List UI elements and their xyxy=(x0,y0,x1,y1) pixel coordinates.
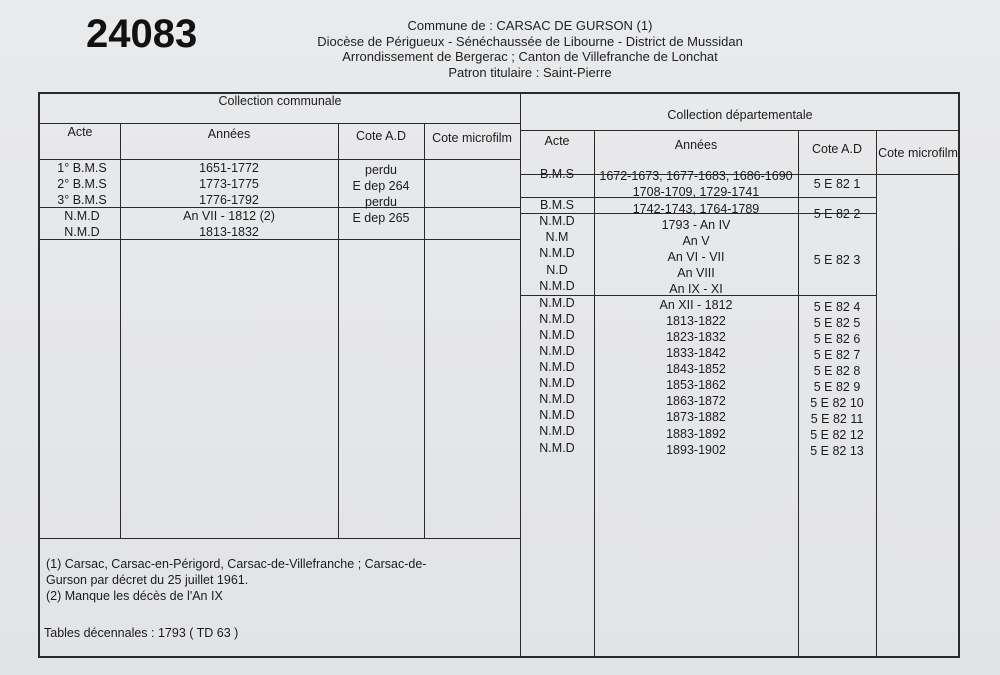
departementale-acte: N.D xyxy=(546,263,568,277)
tables-decennales: Tables décennales : 1793 ( TD 63 ) xyxy=(44,626,239,640)
departementale-acte: B.M.S xyxy=(539,167,575,181)
departementale-annees: 1742-1743, 1764-1789 xyxy=(632,202,760,216)
communale-acte: N.M.D xyxy=(64,209,100,223)
departementale-acte: N.M.D xyxy=(539,246,575,260)
departementale-cote: 5 E 82 8 xyxy=(813,364,861,378)
departementale-acte: N.M.D xyxy=(539,296,575,310)
departementale-acte: B.M.S xyxy=(539,198,575,212)
communale-acte: N.M.D xyxy=(64,225,100,239)
communale-notes-rule xyxy=(40,538,520,539)
departementale-title-rule xyxy=(520,130,960,131)
departementale-cote: 5 E 82 3 xyxy=(813,253,861,267)
departementale-annees: An XII - 1812 xyxy=(659,298,733,312)
communale-cote: E dep 264 xyxy=(352,179,410,193)
departementale-annees: 1813-1822 xyxy=(666,314,726,328)
departementale-header-acte: Acte xyxy=(544,134,570,148)
departementale-cote: 5 E 82 1 xyxy=(813,177,861,191)
communale-header-microfilm: Cote microfilm xyxy=(432,131,512,145)
communale-acte: 1° B.M.S xyxy=(57,161,107,175)
departementale-cote: 5 E 82 9 xyxy=(813,380,861,394)
departementale-acte: N.M.D xyxy=(539,441,575,455)
communale-annees: 1651-1772 xyxy=(199,161,259,175)
departementale-cote: 5 E 82 12 xyxy=(810,428,864,442)
arrondissement-line: Arrondissement de Bergerac ; Canton de Villefranche de Lonchat xyxy=(342,49,718,64)
communale-title: Collection communale xyxy=(218,94,342,108)
departementale-cote: 5 E 82 4 xyxy=(813,300,861,314)
communale-annees: An VII - 1812 (2) xyxy=(183,209,275,223)
footnote-2: (2) Manque les décès de l'An IX xyxy=(46,589,223,603)
departementale-acte: N.M.D xyxy=(539,312,575,326)
departementale-header-microfilm: Cote microfilm xyxy=(878,146,958,160)
departementale-annees: 1843-1852 xyxy=(666,362,726,376)
patron-line: Patron titulaire : Saint-Pierre xyxy=(448,64,612,80)
departementale-annees: 1672-1673, 1677-1683, 1686-1690 xyxy=(599,169,793,183)
departementale-header-annees: Années xyxy=(674,138,718,152)
communale-acte: 2° B.M.S xyxy=(57,177,107,191)
departementale-annees: 1708-1709, 1729-1741 xyxy=(632,185,760,199)
departementale-col-line xyxy=(876,130,877,657)
departementale-annees: 1793 - An IV xyxy=(661,218,731,232)
departementale-annees: 1823-1832 xyxy=(666,330,726,344)
departementale-acte: N.M.D xyxy=(539,279,575,293)
communale-col-line xyxy=(424,123,425,538)
departementale-cote: 5 E 82 11 xyxy=(810,412,864,426)
communale-header-cote: Cote A.D xyxy=(355,129,407,143)
departementale-annees: An IX - XI xyxy=(669,282,723,296)
departementale-acte: N.M.D xyxy=(539,214,575,228)
communale-annees: 1773-1775 xyxy=(199,177,259,191)
departementale-cote: 5 E 82 13 xyxy=(810,444,864,458)
departementale-annees: An VI - VII xyxy=(667,250,725,264)
departementale-cote: 5 E 82 5 xyxy=(813,316,861,330)
departementale-acte: N.M.D xyxy=(539,328,575,342)
departementale-annees: An V xyxy=(682,234,710,248)
departementale-acte: N.M.D xyxy=(539,408,575,422)
departementale-annees: 1873-1882 xyxy=(666,410,726,424)
communale-annees: 1813-1832 xyxy=(199,225,259,239)
departementale-header-cote: Cote A.D xyxy=(811,142,863,156)
departementale-acte: N.M.D xyxy=(539,376,575,390)
footnote-1-line-1: (1) Carsac, Carsac-en-Périgord, Carsac-de-Villefranche ; Carsac-de- xyxy=(46,557,427,571)
departementale-annees: 1833-1842 xyxy=(666,346,726,360)
departementale-acte: N.M.D xyxy=(539,424,575,438)
departementale-acte: N.M.D xyxy=(539,360,575,374)
departementale-cote: 5 E 82 10 xyxy=(810,396,864,410)
diocese-line: Diocèse de Périgueux - Sénéchaussée de Libourne - District de Mussidan xyxy=(317,33,743,49)
departementale-cote: 5 E 82 6 xyxy=(813,332,861,346)
communale-cote: perdu xyxy=(365,195,397,209)
departementale-acte: N.M xyxy=(545,230,569,244)
departementale-annees: An VIII xyxy=(677,266,715,280)
departementale-annees: 1853-1862 xyxy=(666,378,726,392)
departementale-cote: 5 E 82 2 xyxy=(813,207,861,221)
footnotes xyxy=(46,556,486,604)
page-number: 24083 xyxy=(86,12,198,56)
communale-annees: 1776-1792 xyxy=(199,193,259,207)
departementale-acte: N.M.D xyxy=(539,392,575,406)
departementale-annees: 1883-1892 xyxy=(666,427,726,441)
departementale-title: Collection départementale xyxy=(667,108,813,122)
communale-cote: perdu xyxy=(365,163,397,177)
communale-acte: 3° B.M.S xyxy=(57,193,107,207)
departementale-cote: 5 E 82 7 xyxy=(813,348,861,362)
communale-header-annees: Années xyxy=(207,127,251,141)
communale-header-acte: Acte xyxy=(67,125,93,139)
departementale-annees: 1863-1872 xyxy=(666,394,726,408)
communale-cote: E dep 265 xyxy=(352,211,410,225)
communale-title-rule xyxy=(40,123,520,124)
departementale-acte: N.M.D xyxy=(539,344,575,358)
commune-line: Commune de : CARSAC DE GURSON (1) xyxy=(407,18,653,33)
departementale-annees: 1893-1902 xyxy=(666,443,726,457)
footnote-1-line-2: Gurson par décret du 25 juillet 1961. xyxy=(46,573,249,587)
